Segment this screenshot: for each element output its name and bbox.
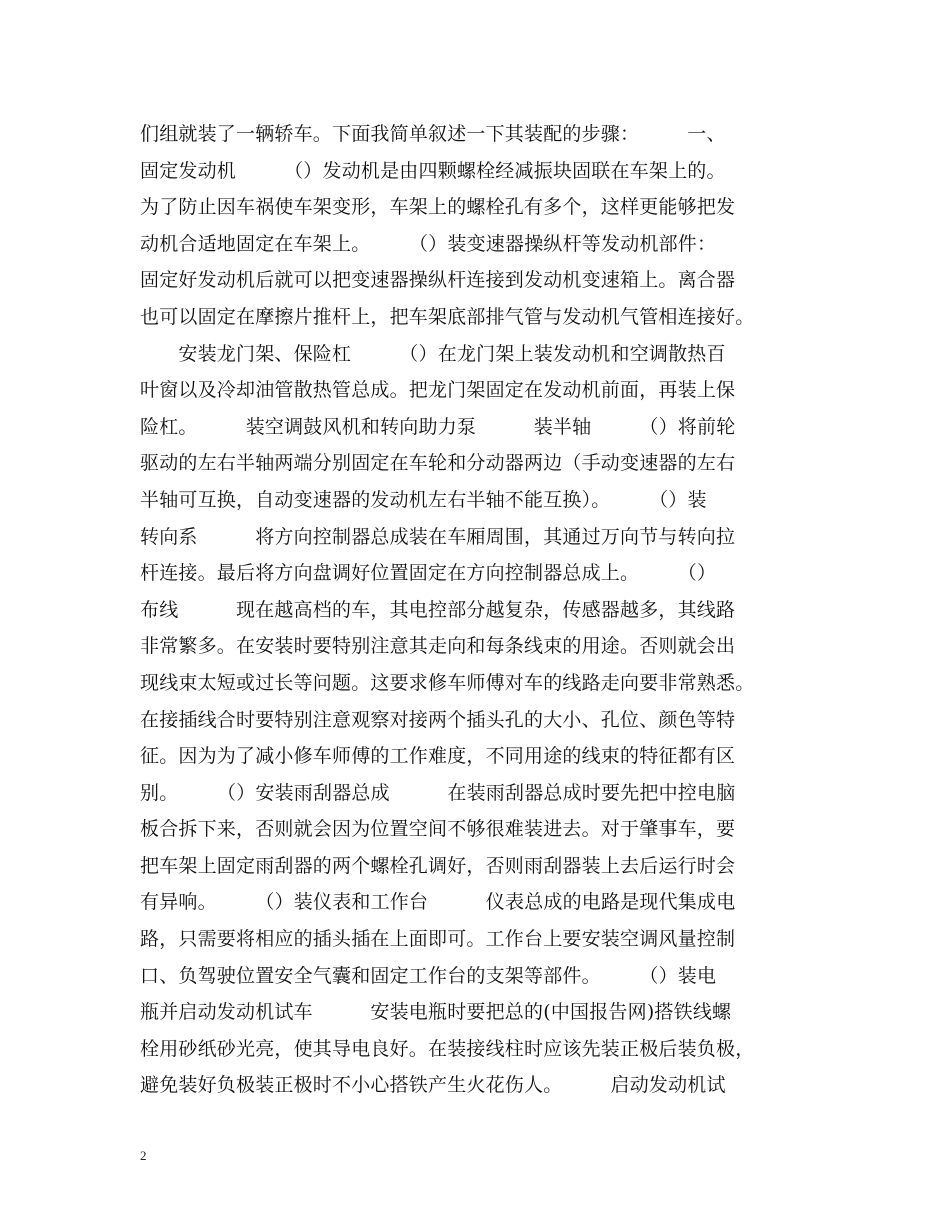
- text-line: 也可以固定在摩擦片推杆上，把车架底部排气管与发动机气管相连接好。: [140, 305, 755, 328]
- text-line: 把车架上固定雨刮器的两个螺栓孔调好，否则雨刮器装上去后运行时会: [140, 854, 736, 877]
- body-text: [140, 116, 840, 1104]
- text-line: 半轴可互换，自动变速器的发动机左右半轴不能互换）。 （）装: [140, 488, 707, 511]
- text-line: 有异响。 （）装仪表和工作台 仪表总成的电路是现代集成电: [140, 891, 736, 914]
- text-line: 瓶并启动发动机试车 安装电瓶时要把总的(中国报告网)搭铁线螺: [140, 1001, 732, 1024]
- text-line: 非常繁多。在安装时要特别注意其走向和每条线束的用途。否则就会出: [140, 635, 736, 658]
- text-line: 转向系 将方向控制器总成装在车厢周围，其通过万向节与转向拉: [140, 525, 736, 548]
- text-line: 栓用砂纸砂光亮，使其导电良好。在装接线柱时应该先装正极后装负极，: [140, 1037, 755, 1060]
- text-line: 在接插线合时要特别注意观察对接两个插头孔的大小、孔位、颜色等特: [140, 708, 736, 731]
- text-line: 固定好发动机后就可以把变速器操纵杆连接到发动机变速箱上。离合器: [140, 269, 736, 292]
- text-line: 们组就装了一辆轿车。下面我简单叙述一下其装配的步骤： 一、: [140, 123, 726, 145]
- text-line: 险杠。 装空调鼓风机和转向助力泵 装半轴 （）将前轮: [140, 415, 736, 438]
- text-line: 征。因为为了减小修车师傅的工作难度，不同用途的线束的特征都有区: [140, 745, 736, 768]
- text-line: 驱动的左右半轴两端分别固定在车轮和分动器两边（手动变速器的左右: [140, 452, 736, 475]
- text-line: 路，只需要将相应的插头插在上面即可。工作台上要安装空调风量控制: [140, 928, 736, 951]
- text-line: 布线 现在越高档的车，其电控部分越复杂，传感器越多，其线路: [140, 598, 736, 621]
- text-line: 为了防止因车祸使车架变形，车架上的螺栓孔有多个，这样更能够把发: [140, 196, 736, 219]
- text-line: 叶窗以及冷却油管散热管总成。把龙门架固定在发动机前面，再装上保: [140, 379, 736, 402]
- text-line: 口、负驾驶位置安全气囊和固定工作台的支架等部件。 （）装电: [140, 964, 717, 987]
- text-line: 别。 （）安装雨刮器总成 在装雨刮器总成时要先把中控电脑: [140, 781, 736, 804]
- text-line: 板合拆下来，否则就会因为位置空间不够很难装进去。对于肇事车，要: [140, 818, 736, 841]
- text-line: 安装龙门架、保险杠 （）在龙门架上装发动机和空调散热百: [140, 342, 726, 365]
- text-line: 避免装好负极装正极时不小心搭铁产生火花伤人。 启动发动机试: [140, 1074, 726, 1097]
- page-number: 2: [140, 1148, 147, 1163]
- text-line: 固定发动机 （）发动机是由四颗螺栓经减振块固联在车架上的。: [140, 159, 726, 182]
- text-line: 动机合适地固定在车架上。 （）装变速器操纵杆等发动机部件：: [140, 232, 717, 255]
- text-line: 现线束太短或过长等问题。这要求修车师傅对车的线路走向要非常熟悉。: [140, 671, 755, 694]
- text-line: 杆连接。最后将方向盘调好位置固定在方向控制器总成上。 （）: [140, 562, 717, 585]
